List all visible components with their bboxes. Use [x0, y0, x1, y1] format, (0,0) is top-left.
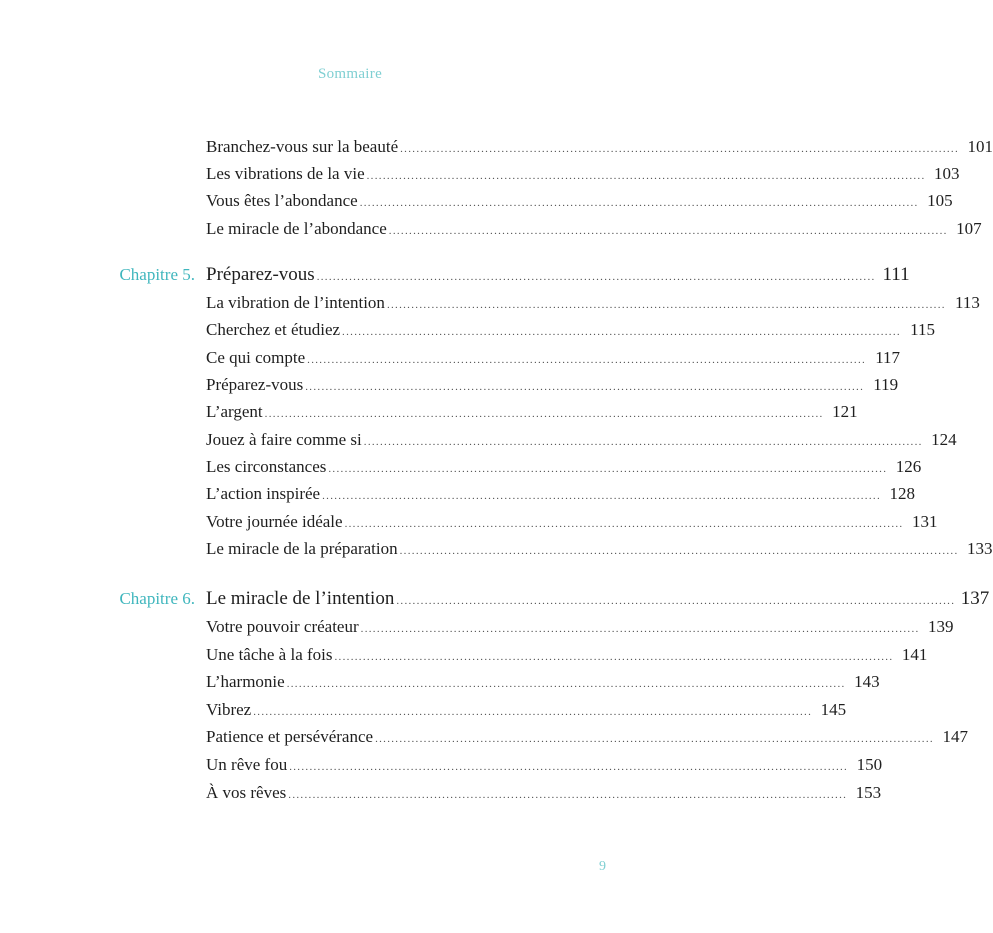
toc-entry-title: Cherchez et étudiez — [206, 320, 341, 339]
toc-entry-title: Le miracle de l’abondance — [206, 219, 387, 238]
toc-entry — [206, 539, 993, 559]
dot-leader: .......................................................................................................................................... — [396, 595, 956, 607]
toc-row — [0, 375, 899, 402]
toc-entry-page: 113 — [954, 293, 980, 312]
toc-entry-title: Le miracle de la préparation — [206, 539, 398, 558]
dot-leader: .......................................................................................................................................... — [286, 678, 846, 690]
toc-entry-title: Le miracle de l’intention — [206, 588, 395, 609]
toc-entry — [206, 457, 922, 477]
toc-entry-title: L’harmonie — [206, 672, 285, 691]
dot-leader: .......................................................................................................................................... — [334, 651, 894, 663]
toc-entry-page: 124 — [931, 430, 957, 449]
toc-entry-page: 145 — [820, 700, 847, 719]
toc-entry — [206, 430, 957, 450]
toc-entry-title: Patience et persévérance — [206, 727, 374, 746]
toc-entry-title: Votre pouvoir créateur — [206, 617, 359, 636]
toc-entry-title: Branchez-vous sur la beauté — [206, 137, 399, 156]
toc-entry — [206, 645, 928, 665]
dot-leader: .......................................................................................................................................... — [328, 463, 888, 475]
dot-leader: .......................................................................................................................................... — [322, 490, 881, 502]
dot-leader: .......................................................................................................................................... — [363, 436, 923, 448]
dot-leader: .......................................................................................................................................... — [375, 733, 934, 745]
toc-entry — [206, 402, 858, 422]
toc-entry — [206, 375, 899, 395]
toc-entry — [206, 264, 910, 286]
toc-row — [0, 457, 922, 484]
dot-leader: .......................................................................................................................................... — [400, 143, 960, 155]
chapter-label: Chapitre 5. — [119, 265, 195, 284]
toc-entry-page: 101 — [967, 137, 993, 156]
dot-leader: .......................................................................................................................................... — [316, 271, 876, 283]
toc-row — [0, 484, 915, 511]
dot-leader: .......................................................................................................................................... — [344, 518, 904, 530]
dot-leader: .......................................................................................................................................... — [288, 789, 848, 801]
toc-entry-title: Préparez-vous — [206, 375, 304, 394]
toc-entry-title: Jouez à faire comme si — [206, 430, 362, 449]
page-number: 9 — [599, 859, 606, 874]
toc-entry-page: 150 — [856, 755, 883, 774]
toc-row — [0, 783, 882, 810]
toc-entry — [206, 512, 938, 532]
toc-entry-page: 111 — [882, 264, 910, 285]
toc-entry — [206, 164, 960, 184]
dot-leader: .......................................................................................................................................... — [289, 761, 849, 773]
toc-entry-page: 117 — [875, 348, 901, 367]
toc-row — [0, 219, 982, 246]
toc-row — [0, 402, 858, 429]
dot-leader: .......................................................................................................................................... — [307, 354, 867, 366]
toc-entry-page: 107 — [956, 219, 982, 238]
toc-entry — [206, 137, 993, 157]
toc-entry-page: 105 — [927, 191, 953, 210]
toc-entry-page: 126 — [895, 457, 922, 476]
toc-entry — [206, 672, 880, 692]
toc-entry-page: 143 — [854, 672, 880, 691]
dot-leader: .......................................................................................................................................... — [359, 197, 919, 209]
toc-row — [0, 539, 993, 566]
toc-entry — [206, 727, 968, 747]
toc-row — [0, 191, 953, 218]
toc-entry-title: Préparez-vous — [206, 264, 315, 285]
toc-row-chapter — [0, 264, 910, 291]
toc-row — [0, 700, 847, 727]
toc-row-chapter — [0, 588, 990, 615]
toc-row — [0, 512, 938, 539]
running-header: Sommaire — [317, 66, 383, 82]
toc-entry-page: 131 — [911, 512, 938, 531]
chapter-label: Chapitre 6. — [119, 589, 195, 608]
toc-entry-title: Une tâche à la fois — [206, 645, 333, 664]
toc-entry — [206, 219, 982, 239]
toc-entry-page: 133 — [967, 539, 993, 558]
toc-entry-page: 103 — [934, 164, 960, 183]
toc-entry-title: Votre journée idéale — [206, 512, 343, 531]
toc-entry-page: 137 — [960, 588, 990, 609]
toc-entry-page: 128 — [889, 484, 915, 503]
dot-leader: .......................................................................................................................................... — [305, 381, 865, 393]
dot-leader: .......................................................................................................................................... — [342, 326, 901, 338]
dot-leader: .......................................................................................................................................... — [386, 299, 946, 311]
toc-row — [0, 293, 980, 320]
toc-entry — [206, 191, 953, 211]
toc-entry-page: 119 — [873, 375, 899, 394]
toc-entry-title: L’action inspirée — [206, 484, 321, 503]
toc-row — [0, 164, 960, 191]
toc-row — [0, 430, 957, 457]
dot-leader: .......................................................................................................................................... — [253, 706, 813, 718]
dot-leader: .......................................................................................................................................... — [360, 623, 920, 635]
toc-entry-title: La vibration de l’intention — [206, 293, 385, 312]
toc-entry — [206, 484, 915, 504]
toc-entry-title: L’argent — [206, 402, 263, 421]
toc-row — [0, 320, 935, 347]
toc-entry-title: Un rêve fou — [206, 755, 288, 774]
toc-entry-title: Ce qui compte — [206, 348, 306, 367]
toc-entry-title: Les circonstances — [206, 457, 327, 476]
dot-leader: .......................................................................................................................................... — [264, 408, 824, 420]
dot-leader: .......................................................................................................................................... — [388, 225, 948, 237]
toc-entry-title: Vibrez — [206, 700, 252, 719]
toc-row — [0, 137, 993, 164]
toc-entry — [206, 783, 882, 803]
toc-entry-page: 139 — [928, 617, 954, 636]
toc-entry — [206, 320, 935, 340]
toc-row — [0, 348, 901, 375]
toc-entry-title: Vous êtes l’abondance — [206, 191, 358, 210]
toc-row — [0, 755, 883, 782]
toc-row — [0, 727, 968, 754]
toc-row — [0, 645, 928, 672]
dot-leader: .......................................................................................................................................... — [399, 545, 959, 557]
toc-entry — [206, 293, 980, 313]
toc-entry-page: 141 — [901, 645, 928, 664]
toc-entry-page: 115 — [910, 320, 935, 339]
toc-entry-title: À vos rêves — [206, 783, 287, 802]
toc-entry-page: 121 — [832, 402, 858, 421]
toc-entry — [206, 755, 883, 775]
toc-entry-page: 147 — [942, 727, 968, 746]
toc-entry-page: 153 — [855, 783, 882, 802]
toc-entry — [206, 700, 847, 720]
toc-entry — [206, 588, 990, 610]
toc-entry — [206, 348, 901, 368]
toc-row — [0, 617, 954, 644]
toc-entry — [206, 617, 954, 637]
toc-row — [0, 672, 880, 699]
toc-entry-title: Les vibrations de la vie — [206, 164, 365, 183]
dot-leader: .......................................................................................................................................... — [366, 170, 926, 182]
